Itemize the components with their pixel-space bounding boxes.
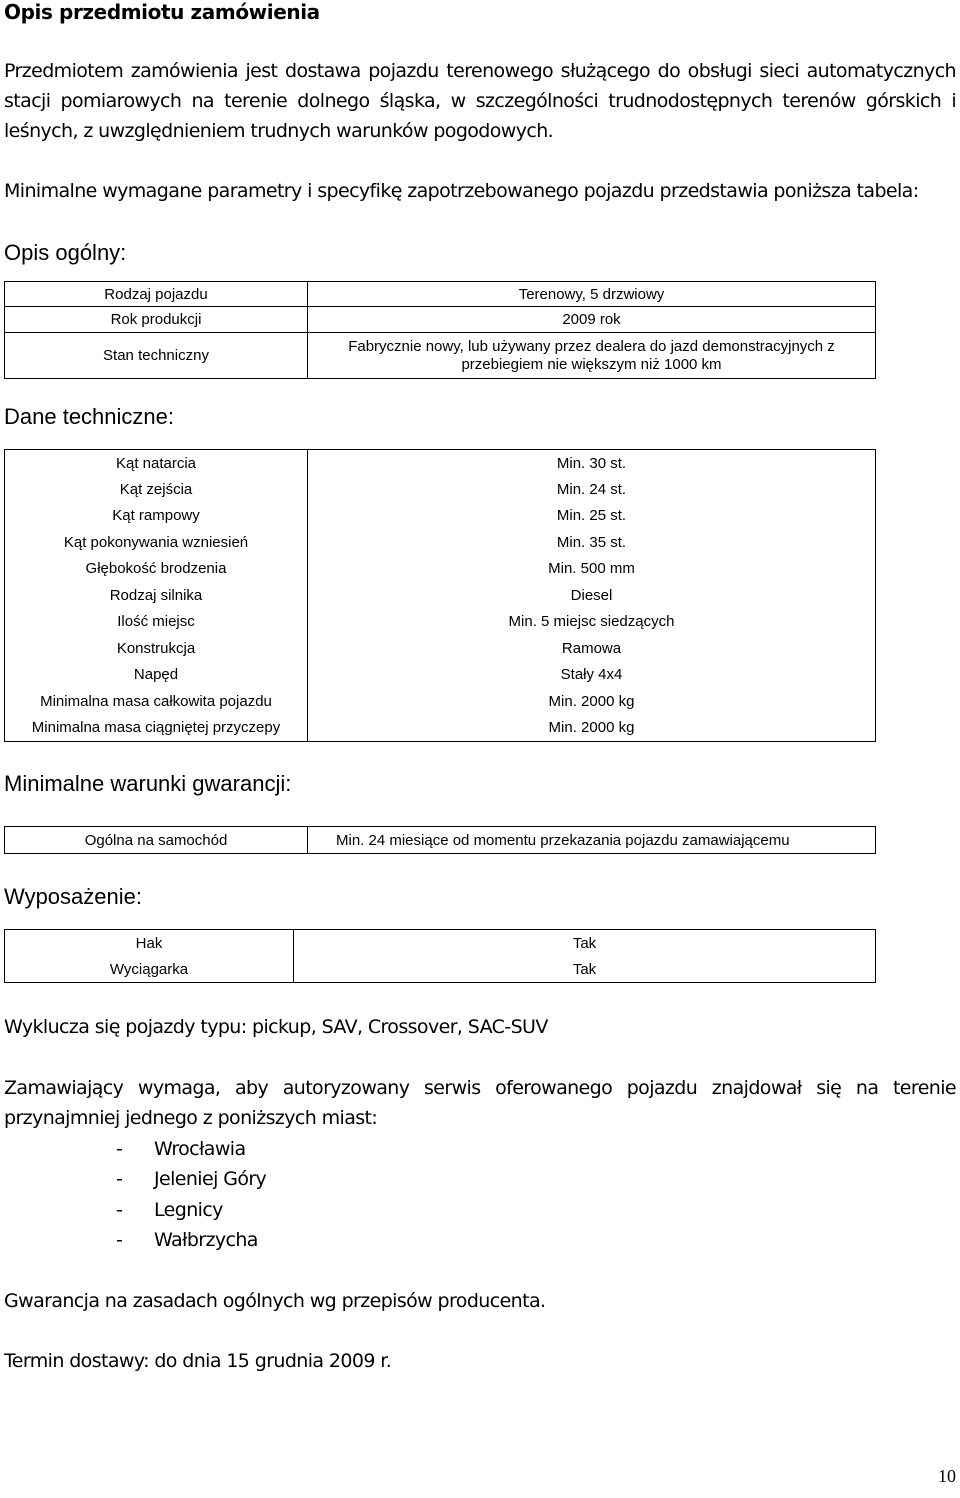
table-row xyxy=(5,827,876,854)
table-row xyxy=(5,715,876,742)
general-heading: Opis ogólny: xyxy=(4,240,127,265)
warranty-heading: Minimalne warunki gwarancji: xyxy=(4,771,292,796)
table-cell-label: Kąt natarcia xyxy=(5,450,308,477)
table-row xyxy=(5,688,876,715)
table-row xyxy=(5,582,876,609)
technical-heading: Dane techniczne: xyxy=(4,404,174,429)
table-cell-value: Diesel xyxy=(308,582,876,609)
table-row xyxy=(5,662,876,689)
service-requirement-line: Zamawiający wymaga, aby autoryzowany serwis oferowanego pojazdu znajdował się na terenie xyxy=(4,1077,956,1099)
table-cell-value: Ramowa xyxy=(308,635,876,662)
table-cell-label: Kąt pokonywania wzniesień xyxy=(5,529,308,556)
table-cell-label: Stan techniczny xyxy=(5,333,308,379)
table-cell-value: 2009 rok xyxy=(308,307,876,333)
table-cell-label: Kąt rampowy xyxy=(5,503,308,530)
table-cell-value: Min. 2000 kg xyxy=(308,688,876,715)
table-row xyxy=(5,476,876,503)
table-cell-label: Rok produkcji xyxy=(5,307,308,333)
table-cell-value: Min. 25 st. xyxy=(308,503,876,530)
table-cell-value: Min. 500 mm xyxy=(308,556,876,583)
table-row xyxy=(5,556,876,583)
table-cell-value: Min. 24 miesiące od momentu przekazania pojazdu zamawiającemu xyxy=(308,827,876,854)
warranty-table xyxy=(4,826,876,854)
table-cell-value: Min. 30 st. xyxy=(308,450,876,477)
intro-paragraph: Przedmiotem zamówienia jest dostawa pojazdu terenowego służącego do obsługi sieci automatycznych stacji pomiarowych na terenie dolnego śląska, w szczególności trudnodostępnych terenów górskich i leśnych, z uwzględnieniem trudnych warunków pogodowych. xyxy=(4,60,956,142)
delivery-date-text: Termin dostawy: do dnia 15 grudnia 2009 r. xyxy=(4,1350,392,1372)
table-cell-label: Wyciągarka xyxy=(5,956,294,983)
table-row xyxy=(5,503,876,530)
table-cell-label: Konstrukcja xyxy=(5,635,308,662)
table-cell-value: Fabrycznie nowy, lub używany przez dealera do jazd demonstracyjnych z przebiegiem nie większym niż 1000 km xyxy=(308,333,876,379)
general-table xyxy=(4,281,876,379)
table-cell-value: Min. 24 st. xyxy=(308,476,876,503)
table-cell-label: Rodzaj pojazdu xyxy=(5,282,308,307)
table-cell-label: Hak xyxy=(5,930,294,957)
table-cell-value: Stały 4x4 xyxy=(308,662,876,689)
table-intro-text: Minimalne wymagane parametry i specyfikę zapotrzebowanego pojazdu przedstawia poniższa tabela: xyxy=(4,180,919,202)
table-cell-label: Ilość miejsc xyxy=(5,609,308,636)
table-cell-label: Głębokość brodzenia xyxy=(5,556,308,583)
table-row xyxy=(5,930,876,957)
list-item: - Legnicy xyxy=(116,1199,223,1221)
equipment-table xyxy=(4,929,876,983)
list-item: - Jeleniej Góry xyxy=(116,1168,267,1190)
page-number: 10 xyxy=(938,1466,956,1486)
table-row xyxy=(5,956,876,983)
table-row xyxy=(5,282,876,307)
list-item: - Wałbrzycha xyxy=(116,1229,258,1251)
table-cell-label: Minimalna masa całkowita pojazdu xyxy=(5,688,308,715)
document-title: Opis przedmiotu zamówienia xyxy=(4,0,320,24)
excluded-vehicles-text: Wyklucza się pojazdy typu: pickup, SAV, Crossover, SAC-SUV xyxy=(4,1016,548,1038)
table-row xyxy=(5,609,876,636)
table-cell-value: Min. 5 miejsc siedzących xyxy=(308,609,876,636)
table-row xyxy=(5,333,876,379)
table-cell-label: Kąt zejścia xyxy=(5,476,308,503)
service-requirement-line: przynajmniej jednego z poniższych miast: xyxy=(4,1107,378,1129)
table-row xyxy=(5,635,876,662)
table-cell-label: Napęd xyxy=(5,662,308,689)
table-cell-value: Terenowy, 5 drzwiowy xyxy=(308,282,876,307)
table-row xyxy=(5,450,876,477)
guarantee-text: Gwarancja na zasadach ogólnych wg przepisów producenta. xyxy=(4,1290,546,1312)
table-cell-value: Min. 35 st. xyxy=(308,529,876,556)
table-cell-label: Rodzaj silnika xyxy=(5,582,308,609)
list-item: - Wrocławia xyxy=(116,1138,246,1160)
table-cell-label: Minimalna masa ciągniętej przyczepy xyxy=(5,715,308,742)
equipment-heading: Wyposażenie: xyxy=(4,884,142,909)
table-cell-value: Tak xyxy=(294,930,876,957)
table-row xyxy=(5,307,876,333)
technical-table xyxy=(4,449,876,742)
table-row xyxy=(5,529,876,556)
table-cell-value: Min. 2000 kg xyxy=(308,715,876,742)
table-cell-label: Ogólna na samochód xyxy=(5,827,308,854)
table-cell-value: Tak xyxy=(294,956,876,983)
